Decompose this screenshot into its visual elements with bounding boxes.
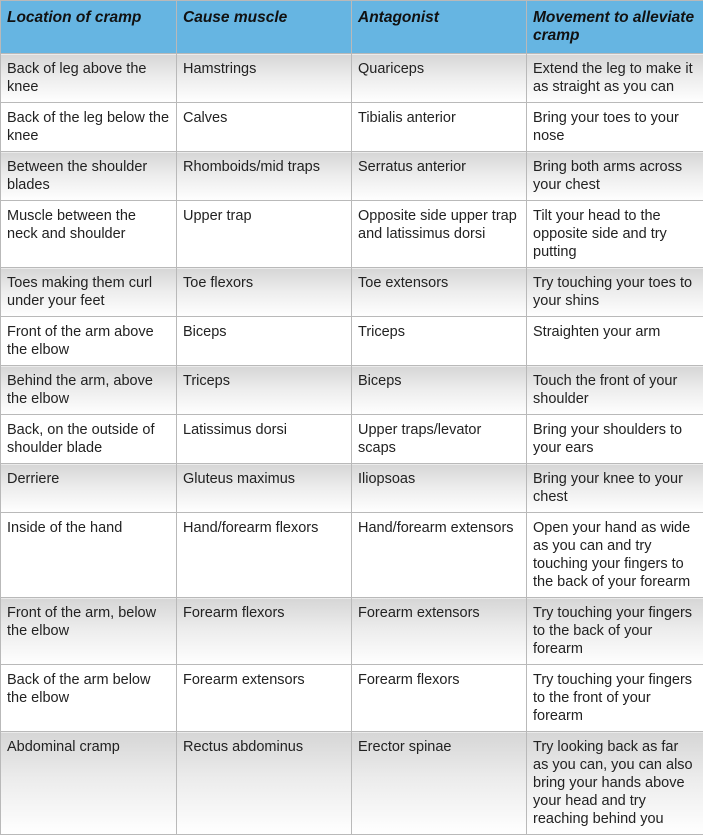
cell-antagonist: Biceps	[352, 366, 527, 415]
cell-location: Abdominal cramp	[1, 732, 177, 835]
cell-movement: Bring your shoulders to your ears	[527, 415, 703, 464]
cell-cause-muscle: Forearm flexors	[177, 598, 352, 665]
table-row	[1, 513, 703, 598]
cell-cause-muscle: Triceps	[177, 366, 352, 415]
cell-cause-muscle: Hand/forearm flexors	[177, 513, 352, 598]
table-row	[1, 152, 703, 201]
cell-location: Between the shoulder blades	[1, 152, 177, 201]
cell-location: Back, on the outside of shoulder blade	[1, 415, 177, 464]
cell-antagonist: Tibialis anterior	[352, 103, 527, 152]
table-row	[1, 732, 703, 835]
cell-antagonist: Forearm flexors	[352, 665, 527, 732]
table-row	[1, 268, 703, 317]
cell-location: Front of the arm above the elbow	[1, 317, 177, 366]
cell-cause-muscle: Biceps	[177, 317, 352, 366]
cell-cause-muscle: Forearm extensors	[177, 665, 352, 732]
cell-movement: Try touching your fingers to the front of your forearm	[527, 665, 703, 732]
cell-antagonist: Erector spinae	[352, 732, 527, 835]
cell-antagonist: Quariceps	[352, 54, 527, 103]
table-row	[1, 366, 703, 415]
table-row	[1, 317, 703, 366]
table-row	[1, 464, 703, 513]
cell-location: Muscle between the neck and shoulder	[1, 201, 177, 268]
cell-antagonist: Upper traps/levator scaps	[352, 415, 527, 464]
cell-movement: Try looking back as far as you can, you can also bring your hands above your head and try reaching behind you	[527, 732, 703, 835]
header-cause-muscle: Cause muscle	[177, 1, 352, 54]
table-row	[1, 54, 703, 103]
cell-location: Behind the arm, above the elbow	[1, 366, 177, 415]
cell-movement: Tilt your head to the opposite side and try putting	[527, 201, 703, 268]
table-row	[1, 665, 703, 732]
cell-cause-muscle: Upper trap	[177, 201, 352, 268]
cell-movement: Straighten your arm	[527, 317, 703, 366]
cell-cause-muscle: Hamstrings	[177, 54, 352, 103]
cell-movement: Bring your toes to your nose	[527, 103, 703, 152]
cell-movement: Try touching your fingers to the back of your forearm	[527, 598, 703, 665]
cell-antagonist: Hand/forearm extensors	[352, 513, 527, 598]
header-row	[1, 1, 703, 54]
table-header	[1, 1, 703, 54]
cell-movement: Bring your knee to your chest	[527, 464, 703, 513]
table-row	[1, 103, 703, 152]
cell-cause-muscle: Rhomboids/mid traps	[177, 152, 352, 201]
table-body	[1, 54, 703, 835]
cell-movement: Try touching your toes to your shins	[527, 268, 703, 317]
cell-cause-muscle: Toe flexors	[177, 268, 352, 317]
table-row	[1, 201, 703, 268]
cell-antagonist: Toe extensors	[352, 268, 527, 317]
cell-location: Inside of the hand	[1, 513, 177, 598]
cell-antagonist: Serratus anterior	[352, 152, 527, 201]
cell-antagonist: Forearm extensors	[352, 598, 527, 665]
cell-location: Back of leg above the knee	[1, 54, 177, 103]
cell-antagonist: Opposite side upper trap and latissimus dorsi	[352, 201, 527, 268]
cell-cause-muscle: Latissimus dorsi	[177, 415, 352, 464]
header-movement: Movement to alleviate cramp	[527, 1, 703, 54]
cell-movement: Bring both arms across your chest	[527, 152, 703, 201]
cell-cause-muscle: Gluteus maximus	[177, 464, 352, 513]
cell-movement: Extend the leg to make it as straight as you can	[527, 54, 703, 103]
header-antagonist: Antagonist	[352, 1, 527, 54]
cell-cause-muscle: Calves	[177, 103, 352, 152]
table-row	[1, 415, 703, 464]
cell-antagonist: Triceps	[352, 317, 527, 366]
table-row	[1, 598, 703, 665]
cell-location: Back of the leg below the knee	[1, 103, 177, 152]
cell-location: Derriere	[1, 464, 177, 513]
cell-cause-muscle: Rectus abdominus	[177, 732, 352, 835]
header-location: Location of cramp	[1, 1, 177, 54]
cell-location: Toes making them curl under your feet	[1, 268, 177, 317]
cell-antagonist: Iliopsoas	[352, 464, 527, 513]
cell-movement: Open your hand as wide as you can and try touching your fingers to the back of your forearm	[527, 513, 703, 598]
cell-location: Front of the arm, below the elbow	[1, 598, 177, 665]
cell-location: Back of the arm below the elbow	[1, 665, 177, 732]
cell-movement: Touch the front of your shoulder	[527, 366, 703, 415]
